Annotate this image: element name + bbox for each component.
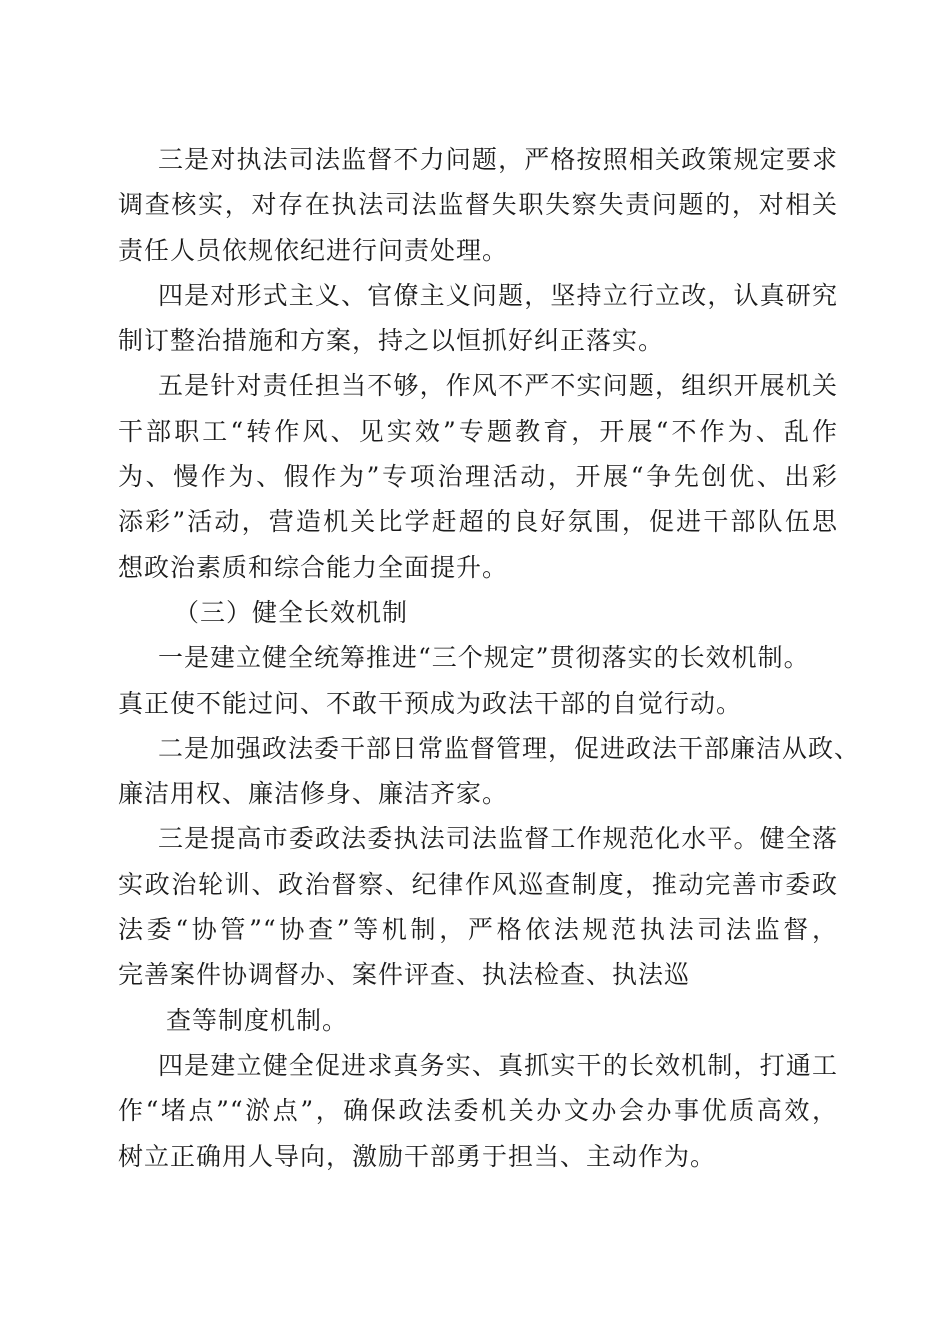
mechanism-3-line-1: 三是提高市委政法委执法司法监督工作规范化水平。健全落	[158, 824, 838, 854]
section-heading: （三）健全长效机制	[174, 597, 409, 627]
mechanism-3-line-4: 完善案件协调督办、案件评查、执法检查、执法巡	[118, 960, 691, 990]
paragraph-5-line-3: 为、慢作为、假作为”专项治理活动，开展“争先创优、出彩	[118, 462, 838, 492]
paragraph-3-line-2: 调查核实，对存在执法司法监督失职失察失责问题的，对相关	[118, 190, 838, 220]
paragraph-5-line-5: 想政治素质和综合能力全面提升。	[118, 552, 509, 582]
paragraph-5-line-1: 五是针对责任担当不够，作风不严不实问题，组织开展机关	[158, 371, 838, 401]
mechanism-3-line-2: 实政治轮训、政治督察、纪律作风巡查制度，推动完善市委政	[118, 869, 838, 899]
mechanism-1-line-1: 一是建立健全统筹推进“三个规定”贯彻落实的长效机制。	[158, 643, 810, 673]
paragraph-4-line-2: 制订整治措施和方案，持之以恒抓好纠正落实。	[118, 326, 665, 356]
paragraph-5-line-2: 干部职工“转作风、见实效”专题教育，开展“不作为、乱作	[118, 416, 838, 446]
mechanism-1-line-2: 真正使不能过问、不敢干预成为政法干部的自觉行动。	[118, 688, 743, 718]
paragraph-4-line-1: 四是对形式主义、官僚主义问题，坚持立行立改，认真研究	[158, 280, 838, 310]
mechanism-4-line-1: 四是建立健全促进求真务实、真抓实干的长效机制，打通工	[158, 1050, 838, 1080]
document-body	[118, 137, 861, 1179]
mechanism-2-line-1: 二是加强政法委干部日常监督管理，促进政法干部廉洁从政、	[158, 733, 861, 763]
mechanism-2-line-2: 廉洁用权、廉洁修身、廉洁齐家。	[118, 779, 509, 809]
mechanism-3-line-5: 查等制度机制。	[166, 1005, 349, 1035]
paragraph-5-line-4: 添彩”活动，营造机关比学赶超的良好氛围，促进干部队伍思	[118, 507, 838, 537]
paragraph-3-line-3: 责任人员依规依纪进行问责处理。	[118, 235, 509, 265]
mechanism-4-line-3: 树立正确用人导向，激励干部勇于担当、主动作为。	[118, 1141, 717, 1171]
mechanism-4-line-2: 作“堵点”“淤点”，确保政法委机关办文办会办事优质高效，	[118, 1096, 838, 1126]
paragraph-3-line-1: 三是对执法司法监督不力问题，严格按照相关政策规定要求	[158, 145, 838, 174]
mechanism-3-line-3: 法委“协管”“协查”等机制，严格依法规范执法司法监督，	[118, 915, 838, 945]
